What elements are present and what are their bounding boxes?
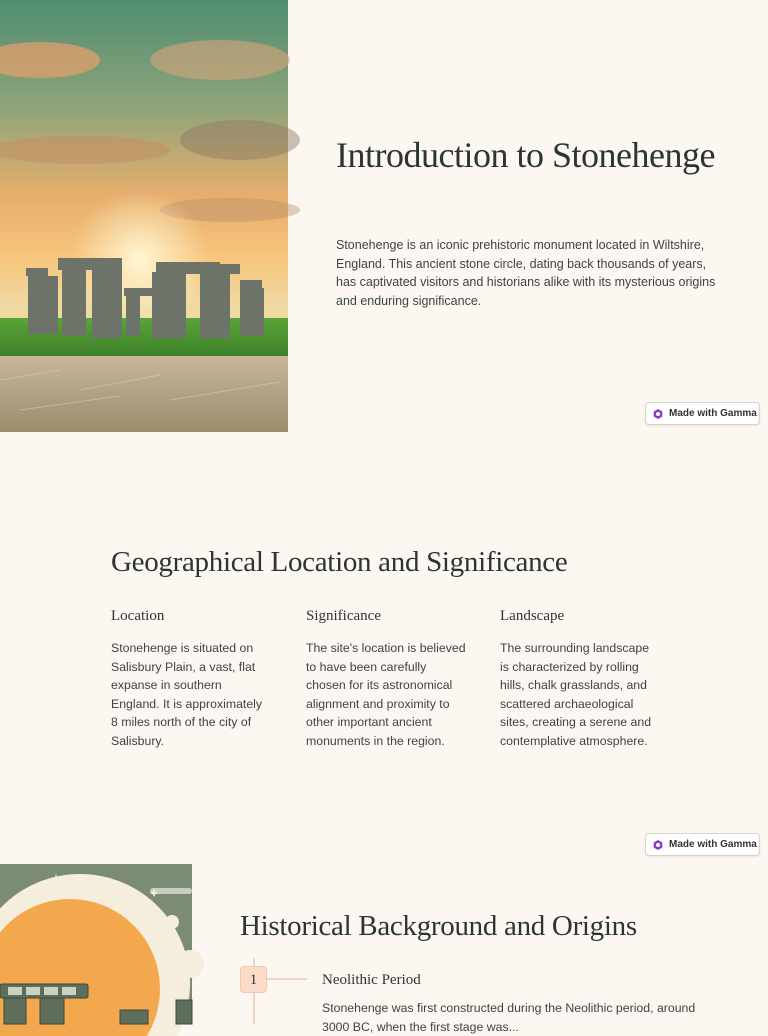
stonehenge-illustration-image bbox=[0, 864, 192, 1024]
section-title: Historical Background and Origins bbox=[240, 910, 637, 942]
column-body: The site's location is believed to have been carefully chosen for its astronomical alignment and proximity to other important ancient monuments in the region. bbox=[306, 641, 466, 748]
made-with-gamma-badge[interactable] bbox=[645, 833, 760, 856]
column-significance bbox=[306, 608, 466, 751]
intro-paragraph: Stonehenge is an iconic prehistoric monument located in Wiltshire, England. This ancient stone circle, dating back thousands of years, has captivated visitors and historians alike with its mysterious origins and enduring significance. bbox=[336, 238, 716, 308]
column-landscape bbox=[500, 608, 660, 751]
column-location bbox=[111, 608, 271, 751]
gamma-logo-icon bbox=[653, 840, 663, 850]
slide-geography bbox=[0, 432, 768, 864]
timeline-connector bbox=[267, 978, 307, 980]
page-title: Introduction to Stonehenge bbox=[336, 135, 715, 175]
stonehenge-sunset-image bbox=[0, 0, 288, 432]
gamma-logo-icon bbox=[653, 409, 663, 419]
column-title: Landscape bbox=[500, 608, 565, 624]
timeline-step-number: 1 bbox=[240, 966, 267, 993]
column-body: The surrounding landscape is characterized by rolling hills, chalk grasslands, and scattered archaeological sites, creating a serene and contemplative atmosphere. bbox=[500, 641, 652, 748]
timeline-step-text: Stonehenge was first constructed during the Neolithic period, around 3000 BC, when the first stage was... bbox=[322, 1001, 696, 1034]
column-title: Significance bbox=[306, 608, 381, 624]
section-title: Geographical Location and Significance bbox=[111, 546, 568, 578]
badge-label: Made with Gamma bbox=[669, 839, 757, 850]
column-title: Location bbox=[111, 608, 165, 624]
slide-introduction bbox=[0, 0, 768, 432]
column-body: Stonehenge is situated on Salisbury Plain, a vast, flat expanse in southern England. It is approximately 8 miles north of the city of Salisbury. bbox=[111, 641, 263, 748]
made-with-gamma-badge[interactable] bbox=[645, 402, 760, 425]
badge-label: Made with Gamma bbox=[669, 408, 757, 419]
timeline-step-title: Neolithic Period bbox=[322, 972, 421, 988]
slide-history bbox=[0, 864, 768, 1034]
